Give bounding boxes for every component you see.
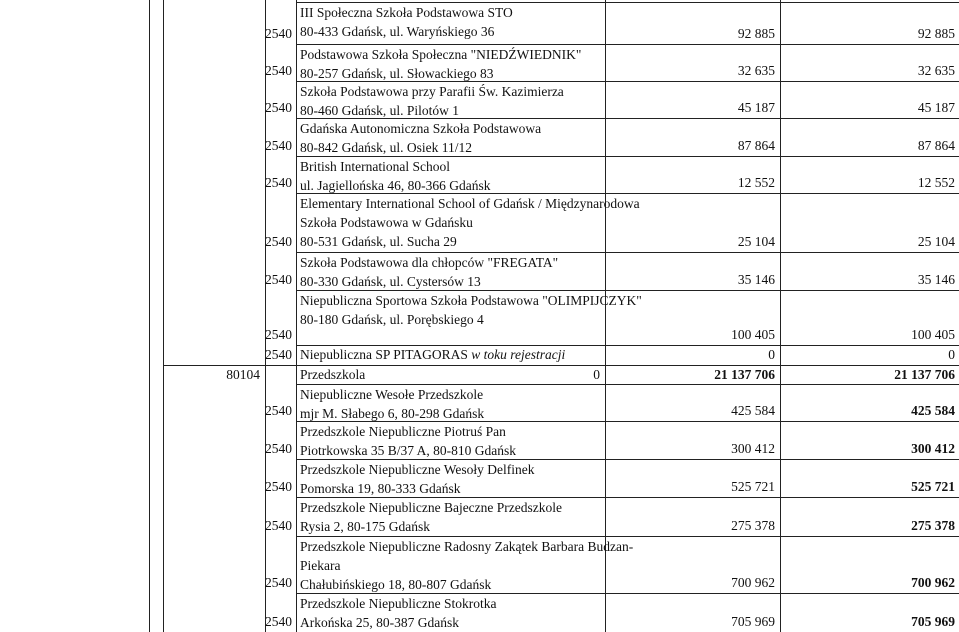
amount-after: 425 584 bbox=[911, 403, 955, 418]
row-description-line: ul. Jagiellońska 46, 80-366 Gdańsk bbox=[300, 178, 491, 193]
row-description-line: Szkoła Podstawowa dla chłopców "FREGATA" bbox=[300, 255, 559, 270]
amount-after: 92 885 bbox=[917, 26, 955, 41]
amount-before: 87 864 bbox=[737, 138, 775, 153]
amount-before: 100 405 bbox=[731, 327, 775, 342]
row-description-line: Niepubliczna SP PITAGORAS w toku rejestracji bbox=[300, 347, 566, 362]
row-divider bbox=[296, 193, 959, 194]
paragraph-code: 2540 bbox=[265, 138, 292, 153]
row-description-line: Niepubliczne Wesołe Przedszkole bbox=[300, 387, 484, 402]
amount-before: 32 635 bbox=[737, 63, 775, 78]
row-description-line: Elementary International School of Gdańsk / Międzynarodowa bbox=[300, 196, 640, 211]
row-description-line: III Społeczna Szkoła Podstawowa STO bbox=[300, 5, 513, 20]
amount-before: 35 146 bbox=[737, 272, 775, 287]
row-description-line: 80-180 Gdańsk, ul. Porębskiego 4 bbox=[300, 312, 484, 327]
paragraph-code: 2540 bbox=[265, 575, 292, 590]
paragraph-code: 2540 bbox=[265, 175, 292, 190]
row-divider bbox=[296, 384, 959, 385]
amount-after: 100 405 bbox=[911, 327, 955, 342]
amount-after: 300 412 bbox=[911, 441, 955, 456]
amount-before: 45 187 bbox=[737, 100, 775, 115]
paragraph-code: 2540 bbox=[265, 63, 292, 78]
amount-before: 300 412 bbox=[731, 441, 775, 456]
row-description-line: Przedszkole Niepubliczne Piotruś Pan bbox=[300, 424, 506, 439]
row-divider bbox=[296, 459, 959, 460]
amount-after: 12 552 bbox=[917, 175, 955, 190]
paragraph-code: 2540 bbox=[265, 614, 292, 629]
amount-before: 21 137 706 bbox=[714, 367, 775, 382]
row-description-line: Przedszkole Niepubliczne Radosny Zakątek Barbara Budzan- bbox=[300, 539, 634, 554]
amount-before: 92 885 bbox=[737, 26, 775, 41]
row-divider bbox=[296, 593, 959, 594]
registration-note: w toku rejestracji bbox=[471, 347, 566, 362]
row-description-line: Pomorska 19, 80-333 Gdańsk bbox=[300, 481, 461, 496]
row-divider bbox=[296, 44, 959, 45]
column-divider bbox=[265, 0, 266, 632]
amount-after: 45 187 bbox=[917, 100, 955, 115]
paragraph-code: 2540 bbox=[265, 234, 292, 249]
row-divider bbox=[296, 118, 959, 119]
row-description-line: Piotrkowska 35 B/37 A, 80-810 Gdańsk bbox=[300, 443, 516, 458]
row-divider bbox=[296, 290, 959, 291]
column-divider bbox=[163, 0, 164, 632]
amount-after: 25 104 bbox=[917, 234, 955, 249]
row-description-line: Przedszkole Niepubliczne Wesoły Delfinek bbox=[300, 462, 535, 477]
row-divider bbox=[296, 252, 959, 253]
row-divider bbox=[296, 421, 959, 422]
amount-after: 21 137 706 bbox=[894, 367, 955, 382]
row-description-line: Przedszkola bbox=[300, 367, 366, 382]
amount-after: 275 378 bbox=[911, 518, 955, 533]
row-divider bbox=[296, 2, 959, 3]
column-divider bbox=[780, 0, 781, 632]
paragraph-code: 2540 bbox=[265, 327, 292, 342]
amount-before: 425 584 bbox=[731, 403, 775, 418]
row-description-line: Arkońska 25, 80-387 Gdańsk bbox=[300, 615, 459, 630]
row-description-line: Piekara bbox=[300, 558, 341, 573]
row-description-line: Gdańska Autonomiczna Szkoła Podstawowa bbox=[300, 121, 542, 136]
amount-after: 0 bbox=[948, 347, 955, 362]
paragraph-code: 2540 bbox=[265, 441, 292, 456]
row-divider bbox=[296, 497, 959, 498]
row-description-line: Szkoła Podstawowa przy Parafii Św. Kazimierza bbox=[300, 84, 564, 99]
amount-before: 705 969 bbox=[731, 614, 775, 629]
paragraph-code: 2540 bbox=[265, 347, 292, 362]
amount-after: 35 146 bbox=[917, 272, 955, 287]
amount-after: 32 635 bbox=[917, 63, 955, 78]
amount-before: 700 962 bbox=[731, 575, 775, 590]
amount-before: 275 378 bbox=[731, 518, 775, 533]
column-divider bbox=[149, 0, 150, 632]
amount-after: 700 962 bbox=[911, 575, 955, 590]
row-description-line: Niepubliczna Sportowa Szkoła Podstawowa "OLIMPIJCZYK" bbox=[300, 293, 642, 308]
amount-before: 525 721 bbox=[731, 479, 775, 494]
row-description-line: 80-257 Gdańsk, ul. Słowackiego 83 bbox=[300, 66, 494, 81]
row-description-line: Przedszkole Niepubliczne Stokrotka bbox=[300, 596, 497, 611]
paragraph-code: 2540 bbox=[265, 100, 292, 115]
amount-before: 0 bbox=[768, 347, 775, 362]
paragraph-code: 2540 bbox=[265, 518, 292, 533]
amount-after: 705 969 bbox=[911, 614, 955, 629]
row-description-line: Chałubińskiego 18, 80-807 Gdańsk bbox=[300, 577, 492, 592]
row-description-line: 80-460 Gdańsk, ul. Pilotów 1 bbox=[300, 103, 460, 118]
column-divider bbox=[296, 0, 297, 632]
row-description-line: Szkoła Podstawowa w Gdańsku bbox=[300, 215, 473, 230]
paragraph-code: 2540 bbox=[265, 403, 292, 418]
row-description-line: mjr M. Słabego 6, 80-298 Gdańsk bbox=[300, 406, 485, 421]
row-description-line: Podstawowa Szkoła Społeczna "NIEDŹWIEDNIK" bbox=[300, 47, 582, 62]
row-description-line: Rysia 2, 80-175 Gdańsk bbox=[300, 519, 430, 534]
row-divider bbox=[296, 81, 959, 82]
amount-after: 525 721 bbox=[911, 479, 955, 494]
row-divider bbox=[296, 156, 959, 157]
amount-before: 25 104 bbox=[737, 234, 775, 249]
row-description-line: 80-330 Gdańsk, ul. Cystersów 13 bbox=[300, 274, 481, 289]
row-description-line: 80-433 Gdańsk, ul. Waryńskiego 36 bbox=[300, 24, 495, 39]
amount-after: 87 864 bbox=[917, 138, 955, 153]
row-description-line: Przedszkole Niepubliczne Bajeczne Przedszkole bbox=[300, 500, 563, 515]
paragraph-code: 2540 bbox=[265, 272, 292, 287]
paragraph-code: 2540 bbox=[265, 479, 292, 494]
row-description-line: 80-531 Gdańsk, ul. Sucha 29 bbox=[300, 234, 457, 249]
paragraph-code: 2540 bbox=[265, 26, 292, 41]
chapter-code: 80104 bbox=[226, 367, 260, 382]
plan-value: 0 bbox=[593, 367, 600, 382]
row-description-line: 80-842 Gdańsk, ul. Osiek 11/12 bbox=[300, 140, 472, 155]
amount-before: 12 552 bbox=[737, 175, 775, 190]
row-description-line: British International School bbox=[300, 159, 450, 174]
row-divider bbox=[296, 536, 959, 537]
